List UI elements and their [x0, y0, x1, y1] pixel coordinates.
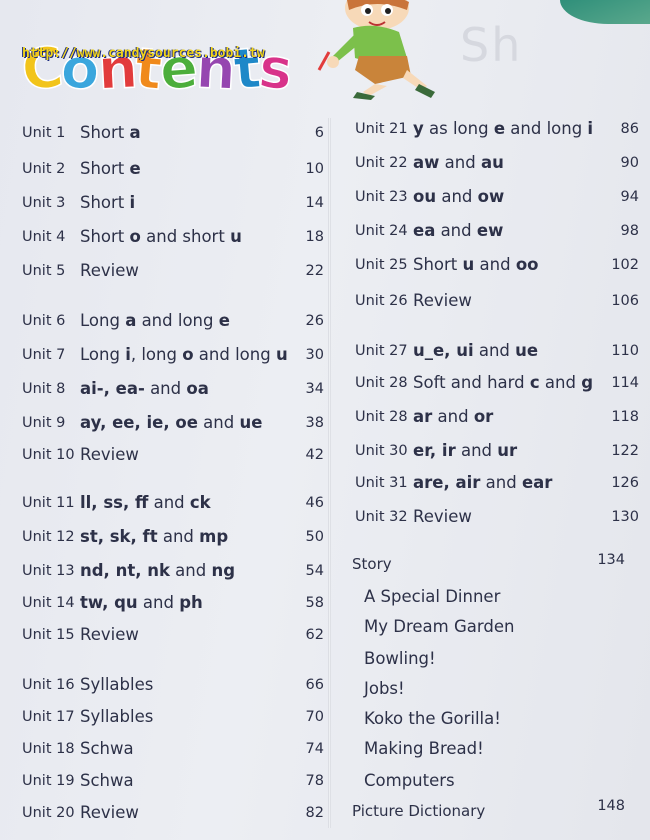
ghost-text: Sh	[460, 18, 523, 72]
unit-title: ou and ow	[413, 187, 505, 206]
unit-number: Unit 18	[22, 741, 75, 757]
unit-title: ar and or	[413, 407, 494, 426]
corner-ribbon	[560, 0, 650, 24]
unit-title: Short a	[80, 123, 141, 142]
contents-left-row	[22, 410, 342, 436]
contents-right-row	[355, 470, 650, 496]
title-letter: s	[255, 35, 294, 104]
contents-left-row	[22, 120, 342, 146]
page-number: 22	[305, 263, 324, 279]
contents-left-row	[22, 800, 342, 826]
contents-left-row	[22, 524, 342, 550]
story-title: My Dream Garden	[364, 617, 515, 636]
unit-number: Unit 32	[355, 509, 408, 525]
unit-number: Unit 22	[355, 155, 408, 171]
contents-left-row	[22, 258, 342, 284]
page-number: 42	[305, 447, 324, 463]
unit-title: Schwa	[80, 739, 134, 758]
page-number: 82	[305, 805, 324, 821]
unit-title: nd, nt, nk and ng	[80, 561, 236, 580]
unit-number: Unit 20	[22, 805, 75, 821]
page-number: 58	[305, 595, 324, 611]
story-page: 134	[597, 552, 625, 568]
page-number: 34	[305, 381, 324, 397]
unit-title: aw and au	[413, 153, 504, 172]
unit-title: Review	[80, 625, 139, 644]
contents-left-row	[22, 156, 342, 182]
unit-number: Unit 11	[22, 495, 75, 511]
unit-title: Soft and hard c and g	[413, 373, 594, 392]
page-number: 118	[611, 409, 639, 425]
unit-number: Unit 1	[22, 125, 66, 141]
contents-left-row	[22, 376, 342, 402]
unit-number: Unit 10	[22, 447, 75, 463]
story-title: A Special Dinner	[364, 587, 501, 606]
page-number: 62	[305, 627, 324, 643]
title-letter: e	[157, 35, 199, 104]
unit-number: Unit 28	[355, 375, 408, 391]
story-heading: Story	[352, 555, 392, 573]
title-letter: t	[231, 36, 262, 103]
contents-right-row	[355, 404, 650, 430]
contents-right-row	[355, 150, 650, 176]
unit-number: Unit 24	[355, 223, 408, 239]
picture-dictionary-page: 148	[597, 798, 625, 814]
contents-left-row	[22, 190, 342, 216]
unit-title: ea and ew	[413, 221, 504, 240]
story-title: Koko the Gorilla!	[364, 709, 501, 728]
watermark-url: http://www.candysources.bobi.tw	[22, 46, 265, 61]
contents-right-row	[355, 338, 650, 364]
unit-title: Short i	[80, 193, 136, 212]
unit-title: Review	[413, 291, 472, 310]
story-title: Making Bread!	[364, 739, 484, 758]
page-number: 114	[611, 375, 639, 391]
contents-left-row	[22, 308, 342, 334]
unit-number: Unit 21	[355, 121, 408, 137]
unit-number: Unit 17	[22, 709, 75, 725]
unit-number: Unit 13	[22, 563, 75, 579]
story-title: Bowling!	[364, 649, 436, 668]
page-number: 106	[611, 293, 639, 309]
contents-left-row	[22, 558, 342, 584]
boy-illustration-icon	[315, 0, 445, 100]
unit-title: u_e, ui and ue	[413, 341, 539, 360]
contents-right-row	[355, 184, 650, 210]
contents-title	[18, 30, 294, 110]
contents-left-row	[22, 672, 342, 698]
title-letter: n	[194, 36, 236, 103]
contents-right-row	[355, 504, 650, 530]
unit-number: Unit 30	[355, 443, 408, 459]
contents-left-row	[22, 442, 342, 468]
contents-right-row	[355, 252, 650, 278]
unit-number: Unit 4	[22, 229, 66, 245]
contents-left-row	[22, 736, 342, 762]
page-number: 74	[305, 741, 324, 757]
unit-title: er, ir and ur	[413, 441, 518, 460]
picture-dictionary-label: Picture Dictionary	[352, 802, 486, 820]
unit-number: Unit 3	[22, 195, 66, 211]
unit-number: Unit 12	[22, 529, 75, 545]
unit-title: Review	[80, 803, 139, 822]
unit-title: Review	[80, 261, 139, 280]
title-letter: o	[58, 35, 100, 104]
unit-number: Unit 15	[22, 627, 75, 643]
contents-right-row	[355, 370, 650, 396]
contents-left-row	[22, 768, 342, 794]
unit-title: Review	[80, 445, 139, 464]
page-number: 94	[620, 189, 639, 205]
unit-number: Unit 25	[355, 257, 408, 273]
page-number: 54	[305, 563, 324, 579]
unit-title: ai-, ea- and oa	[80, 379, 209, 398]
unit-title: st, sk, ft and mp	[80, 527, 229, 546]
unit-title: Syllables	[80, 675, 154, 694]
page-number: 90	[620, 155, 639, 171]
title-letter: t	[132, 36, 164, 103]
unit-number: Unit 31	[355, 475, 408, 491]
page-number: 86	[620, 121, 639, 137]
contents-left-row	[22, 490, 342, 516]
page-number: 6	[314, 125, 324, 141]
unit-title: ll, ss, ff and ck	[80, 493, 211, 512]
unit-number: Unit 27	[355, 343, 408, 359]
contents-right-row	[355, 218, 650, 244]
page-number: 130	[611, 509, 639, 525]
page-number: 30	[305, 347, 324, 363]
unit-number: Unit 26	[355, 293, 408, 309]
page-number: 66	[305, 677, 324, 693]
unit-title: Review	[413, 507, 472, 526]
unit-number: Unit 8	[22, 381, 66, 397]
page-number: 102	[611, 257, 639, 273]
unit-title: ay, ee, ie, oe and ue	[80, 413, 263, 432]
contents-left-row	[22, 224, 342, 250]
unit-number: Unit 2	[22, 161, 66, 177]
page-number: 18	[305, 229, 324, 245]
page-number: 14	[305, 195, 324, 211]
unit-number: Unit 14	[22, 595, 75, 611]
page-number: 78	[305, 773, 324, 789]
unit-number: Unit 28	[355, 409, 408, 425]
unit-number: Unit 9	[22, 415, 66, 431]
page-number: 126	[611, 475, 639, 491]
unit-title: Long a and long e	[80, 311, 230, 330]
page-number: 110	[611, 343, 639, 359]
unit-title: Schwa	[80, 771, 134, 790]
unit-title: Short e	[80, 159, 141, 178]
page-number: 122	[611, 443, 639, 459]
page-number: 10	[305, 161, 324, 177]
unit-title: tw, qu and ph	[80, 593, 203, 612]
title-letter: C	[18, 35, 65, 104]
contents-left-row	[22, 704, 342, 730]
story-title: Jobs!	[364, 679, 405, 698]
unit-number: Unit 5	[22, 263, 66, 279]
contents-left-row	[22, 590, 342, 616]
unit-number: Unit 7	[22, 347, 66, 363]
contents-left-row	[22, 622, 342, 648]
page-number: 38	[305, 415, 324, 431]
page-number: 98	[620, 223, 639, 239]
unit-title: are, air and ear	[413, 473, 553, 492]
unit-number: Unit 6	[22, 313, 66, 329]
unit-title: Short o and short u	[80, 227, 242, 246]
story-title: Computers	[364, 771, 455, 790]
unit-title: Syllables	[80, 707, 154, 726]
unit-title: y as long e and long i	[413, 119, 594, 138]
page-number: 26	[305, 313, 324, 329]
unit-number: Unit 16	[22, 677, 75, 693]
contents-left-row	[22, 342, 342, 368]
page-number: 70	[305, 709, 324, 725]
unit-number: Unit 19	[22, 773, 75, 789]
unit-title: Short u and oo	[413, 255, 539, 274]
contents-right-row	[355, 116, 650, 142]
contents-right-row	[355, 288, 650, 314]
unit-number: Unit 23	[355, 189, 408, 205]
unit-title: Long i, long o and long u	[80, 345, 288, 364]
title-letter: n	[95, 36, 138, 103]
contents-right-row	[355, 438, 650, 464]
page-number: 50	[305, 529, 324, 545]
page-number: 46	[305, 495, 324, 511]
